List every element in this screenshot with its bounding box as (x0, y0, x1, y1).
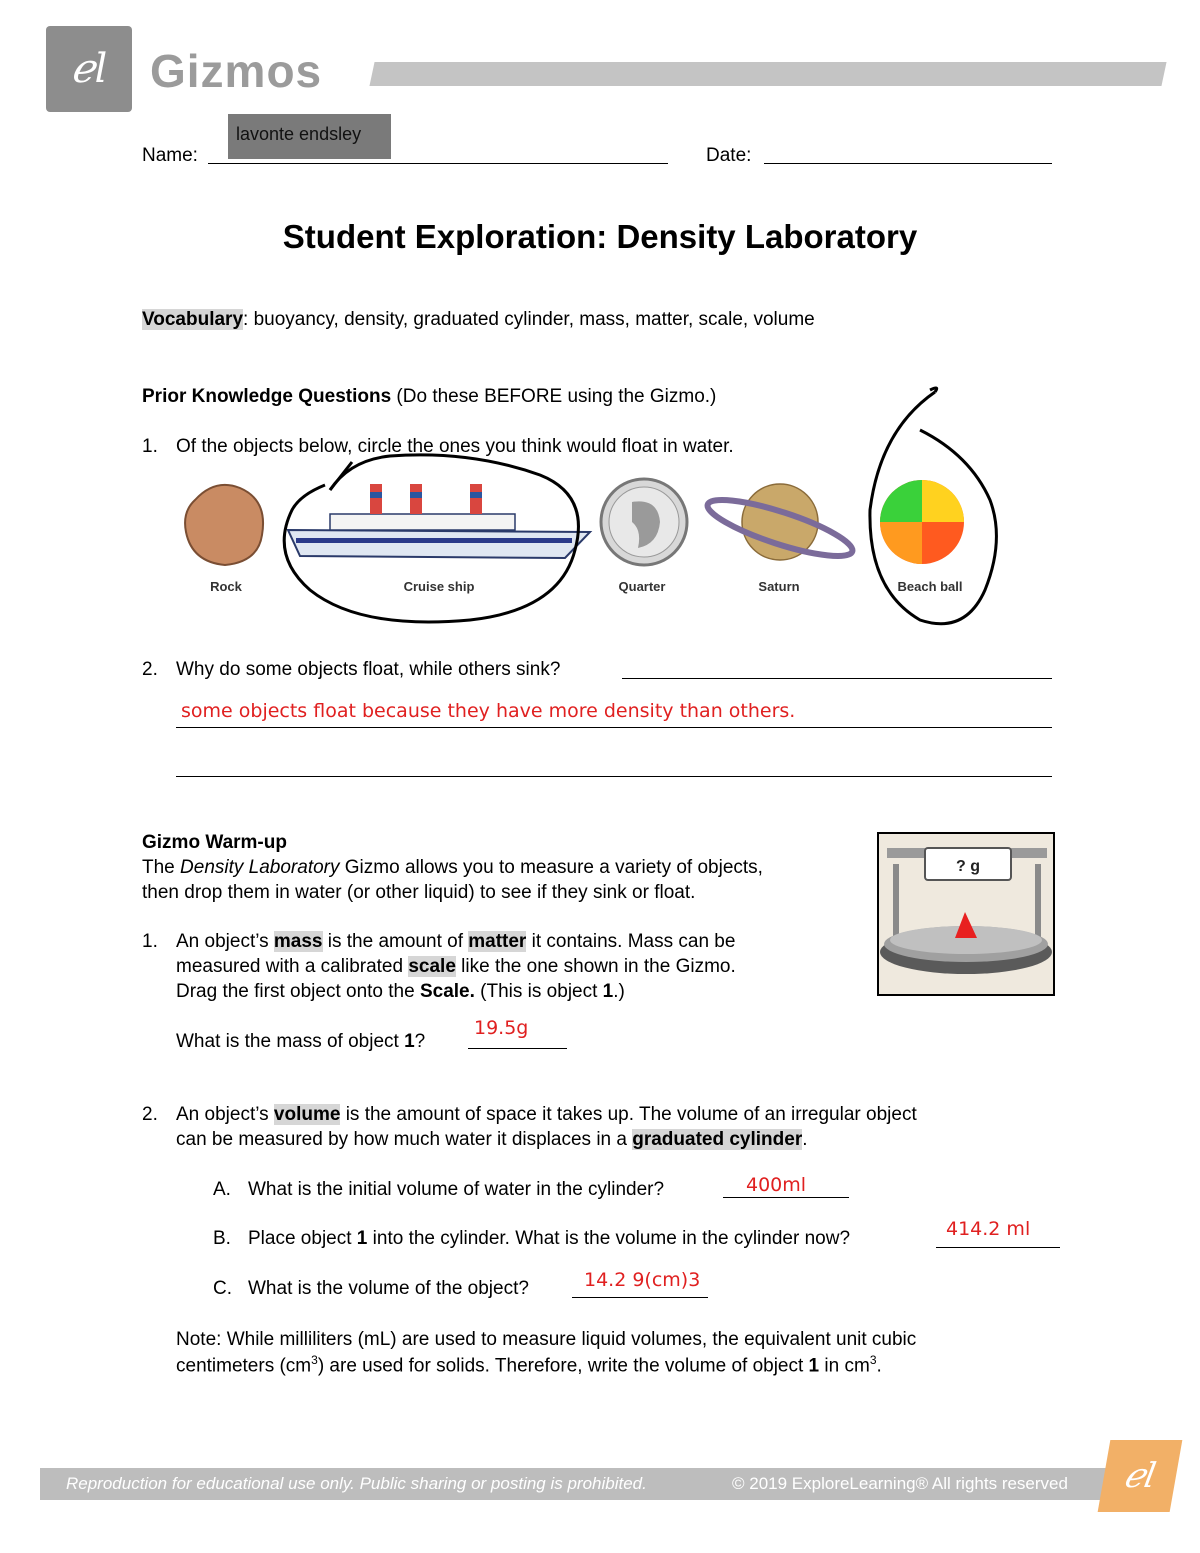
object-label-saturn: Saturn (758, 579, 800, 594)
circle-beach-ball (870, 392, 997, 624)
mass-answer-line[interactable] (468, 1048, 567, 1049)
note-line-2: centimeters $(cm^3)$ are used for solids. Therefore, write the volume of object 1 in $cm^3$. (176, 1353, 882, 1377)
part-a-answer: 400ml (746, 1174, 807, 1196)
prior-q1-num: 1. (142, 436, 158, 457)
name-label: Name: (142, 145, 198, 166)
object-label-cruise-ship: Cruise ship (403, 579, 475, 594)
part-a-answer-line[interactable] (723, 1197, 849, 1198)
part-a-text: What is the initial volume of water in the cylinder? (248, 1179, 665, 1200)
date-label: Date: (706, 145, 752, 166)
explorelearning-logo: ℯl (1098, 1440, 1183, 1512)
page-title: Student Exploration: Density Laboratory (282, 218, 918, 255)
footer-notice: Reproduction for educational use only. Public sharing or posting is prohibited. (66, 1474, 647, 1493)
scale-image (877, 832, 1055, 996)
part-b-answer-line[interactable] (936, 1247, 1060, 1248)
prior-heading-text: Prior Knowledge Questions (142, 386, 392, 407)
footer-bar (40, 1468, 1110, 1500)
prior-q1-text: Of the objects below, circle the ones you think would float in water. (176, 436, 734, 457)
part-b-text: Place object 1 into the cylinder. What is the volume in the cylinder now? (248, 1228, 851, 1249)
warmup-intro-2: then drop them in water (or other liquid) to see if they sink or float. (142, 882, 696, 903)
warmup-q1-num: 1. (142, 931, 158, 952)
q2-answer: some objects float because they have more density than others. (181, 700, 796, 722)
scale-display: ? g (956, 858, 980, 875)
warmup-q1-line-2: measured with a calibrated scale like the one shown in the Gizmo. (176, 956, 736, 977)
part-c-letter: C. (213, 1278, 232, 1299)
object-label-rock: Rock (210, 579, 242, 594)
name-field[interactable]: lavonte endsley (228, 114, 391, 159)
q2-answer-line-2[interactable] (176, 727, 1052, 728)
warmup-q2-line-1: An object’s volume is the amount of space it takes up. The volume of an irregular object (176, 1104, 917, 1125)
vocabulary-terms: : buoyancy, density, graduated cylinder, mass, matter, scale, volume (243, 309, 815, 330)
q2-answer-line-1[interactable] (622, 678, 1052, 679)
handdrawn-annotations (0, 0, 1200, 700)
circle-cruise-ship (284, 455, 578, 622)
vocabulary-label: Vocabulary (142, 309, 244, 330)
prior-note: (Do these BEFORE using the Gizmo.) (391, 386, 717, 407)
part-a-letter: A. (213, 1179, 231, 1200)
footer-copyright: © 2019 ExploreLearning® All rights reserved (732, 1474, 1068, 1493)
mass-question: What is the mass of object 1? (176, 1031, 426, 1052)
warmup-q2-num: 2. (142, 1104, 158, 1125)
prior-q2-num: 2. (142, 659, 158, 680)
warmup-heading: Gizmo Warm-up (142, 832, 287, 853)
gizmos-logo: ℯl (46, 26, 132, 112)
part-c-text: What is the volume of the object? (248, 1278, 529, 1299)
prior-q2-text: Why do some objects float, while others sink? (176, 659, 561, 680)
note-line-1: Note: While milliliters (mL) are used to measure liquid volumes, the equivalent unit cubic (176, 1329, 917, 1350)
object-label-beach-ball: Beach ball (897, 579, 963, 594)
warmup-q2-line-2: can be measured by how much water it displaces in a graduated cylinder. (176, 1129, 808, 1150)
warmup-intro-1: The Density Laboratory Gizmo allows you to measure a variety of objects, (142, 857, 763, 878)
object-label-quarter: Quarter (618, 579, 666, 594)
warmup-q1-line-1: An object’s mass is the amount of matter it contains. Mass can be (176, 931, 736, 952)
q2-answer-line-3[interactable] (176, 776, 1052, 777)
part-c-answer: 14.2 9(cm)3 (584, 1269, 701, 1291)
warmup-q1-line-3: Drag the first object onto the Scale. (This is object 1.) (176, 981, 625, 1002)
scale-illustration (879, 834, 1053, 994)
mass-answer: 19.5g (474, 1017, 529, 1039)
part-b-letter: B. (213, 1228, 231, 1249)
circle-cruise-ship-tail (330, 462, 352, 490)
brand-name: Gizmos (150, 45, 323, 97)
part-c-answer-line[interactable] (572, 1297, 708, 1298)
part-b-answer: 414.2 ml (946, 1218, 1031, 1240)
